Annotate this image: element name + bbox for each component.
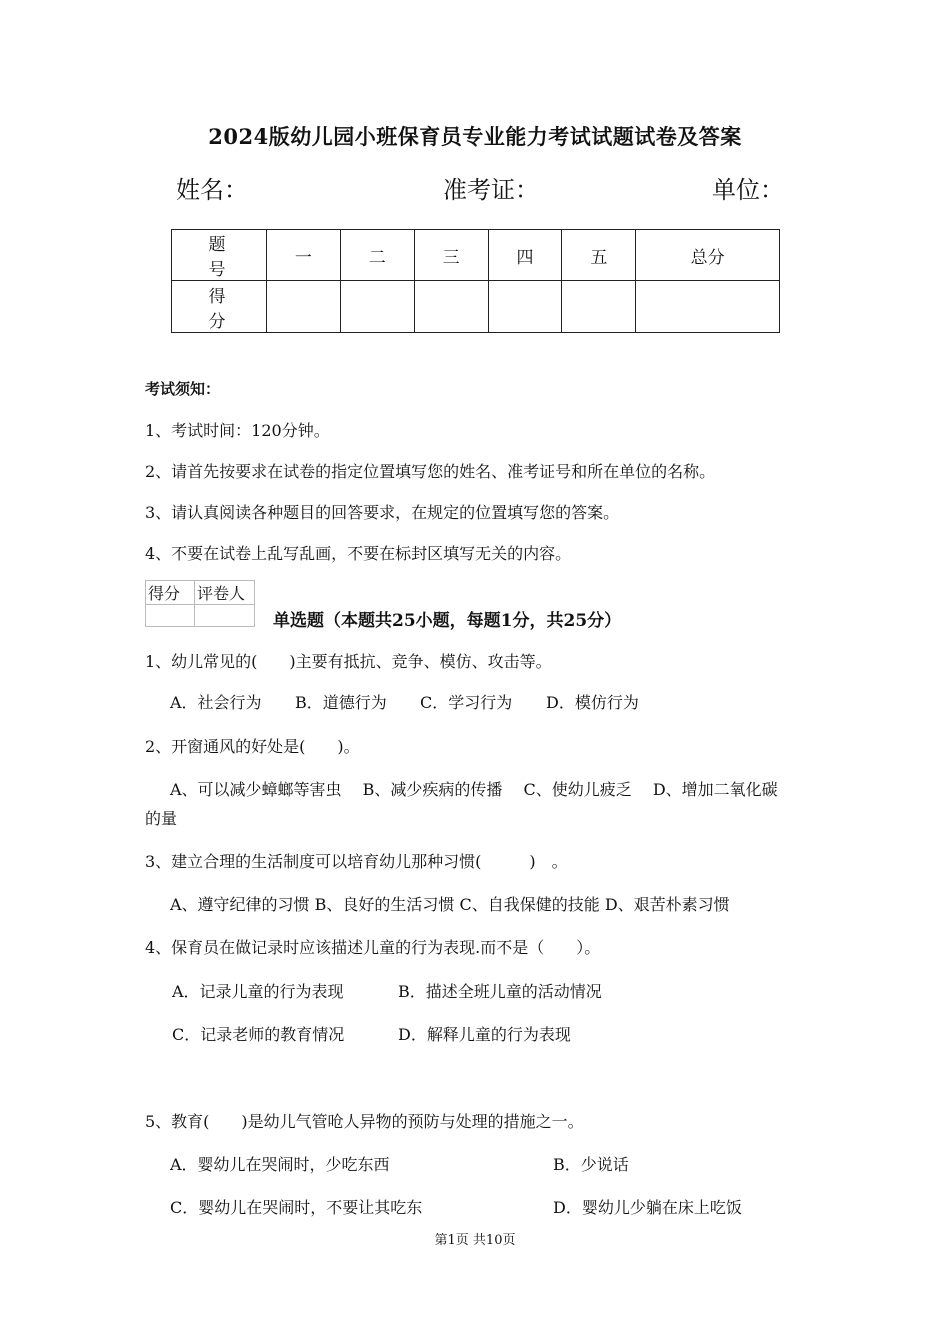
grader-reviewer-cell[interactable] (195, 605, 255, 627)
score-table-score-row (172, 281, 780, 333)
option-d: D．解释儿童的行为表现 (398, 1025, 571, 1044)
option-a: A．记录儿童的行为表现 (172, 982, 344, 1001)
question-stem: 2、开窗通风的好处是( )。 (145, 737, 360, 756)
option-a: A．婴幼儿在哭闹时，少吃东西 (170, 1155, 390, 1174)
option-c: C．学习行为 (420, 693, 513, 712)
score-header-cell: 一 (267, 230, 341, 281)
score-input-cell[interactable] (488, 281, 562, 333)
score-input-cell[interactable] (340, 281, 414, 333)
score-input-cell[interactable] (414, 281, 488, 333)
document-title: 2024版幼儿园小班保育员专业能力考试试题试卷及答案 (208, 124, 742, 149)
score-input-cell[interactable] (562, 281, 636, 333)
name-field-label: 姓名： (176, 176, 248, 204)
option-b: B．少说话 (553, 1155, 629, 1174)
grader-box (145, 580, 255, 627)
question-stem: 3、建立合理的生活制度可以培育幼儿那种习惯( ) 。 (145, 852, 568, 871)
score-table (171, 229, 780, 333)
notice-item: 3、请认真阅读各种题目的回答要求，在规定的位置填写您的答案。 (145, 503, 620, 522)
score-header-cell: 三 (414, 230, 488, 281)
grader-score-label: 得分 (146, 581, 195, 605)
score-table-header-row (172, 230, 780, 281)
unit-field-label: 单位： (712, 176, 784, 204)
option-b: B．道德行为 (295, 693, 387, 712)
section-title: 单选题（本题共25小题，每题1分，共25分） (273, 611, 622, 631)
question-stem: 5、教育( )是幼儿气管呛人异物的预防与处理的措施之一。 (145, 1112, 584, 1131)
score-header-cell: 二 (340, 230, 414, 281)
grader-score-cell[interactable] (146, 605, 195, 627)
question-options: A、遵守纪律的习惯 B、良好的生活习惯 C、自我保健的技能 D、艰苦朴素习惯 (170, 895, 730, 914)
option-b: B．描述全班儿童的活动情况 (398, 982, 602, 1001)
score-header-cell: 总分 (636, 230, 780, 281)
question-options: A、可以减少蟑螂等害虫 B、减少疾病的传播 C、使幼儿疲乏 D、增加二氧化碳 (170, 780, 778, 799)
score-row-label: 得 分 (172, 281, 267, 333)
score-input-cell[interactable] (267, 281, 341, 333)
score-header-cell: 四 (488, 230, 562, 281)
option-d: D．婴幼儿少躺在床上吃饭 (553, 1198, 742, 1217)
page-footer: 第1页 共10页 (434, 1233, 516, 1248)
grader-reviewer-label: 评卷人 (195, 581, 255, 605)
option-c: C．婴幼儿在哭闹时，不要让其吃东 (170, 1198, 423, 1217)
exam-number-field-label: 准考证： (443, 176, 539, 204)
question-options-continued: 的量 (145, 809, 178, 828)
option-d: D．模仿行为 (546, 693, 639, 712)
option-a: A．社会行为 (170, 693, 262, 712)
score-header-label: 题 号 (172, 230, 267, 281)
score-input-cell[interactable] (636, 281, 780, 333)
notice-title: 考试须知： (145, 380, 221, 398)
option-c: C．记录老师的教育情况 (172, 1025, 345, 1044)
notice-item: 2、请首先按要求在试卷的指定位置填写您的姓名、准考证号和所在单位的名称。 (145, 462, 716, 481)
question-stem: 4、保育员在做记录时应该描述儿童的行为表现.而不是（ ）。 (145, 938, 601, 957)
notice-item: 1、考试时间：120分钟。 (145, 421, 330, 440)
score-header-cell: 五 (562, 230, 636, 281)
question-stem: 1、幼儿常见的( )主要有抵抗、竞争、模仿、攻击等。 (145, 652, 552, 671)
notice-item: 4、不要在试卷上乱写乱画，不要在标封区填写无关的内容。 (145, 544, 572, 563)
